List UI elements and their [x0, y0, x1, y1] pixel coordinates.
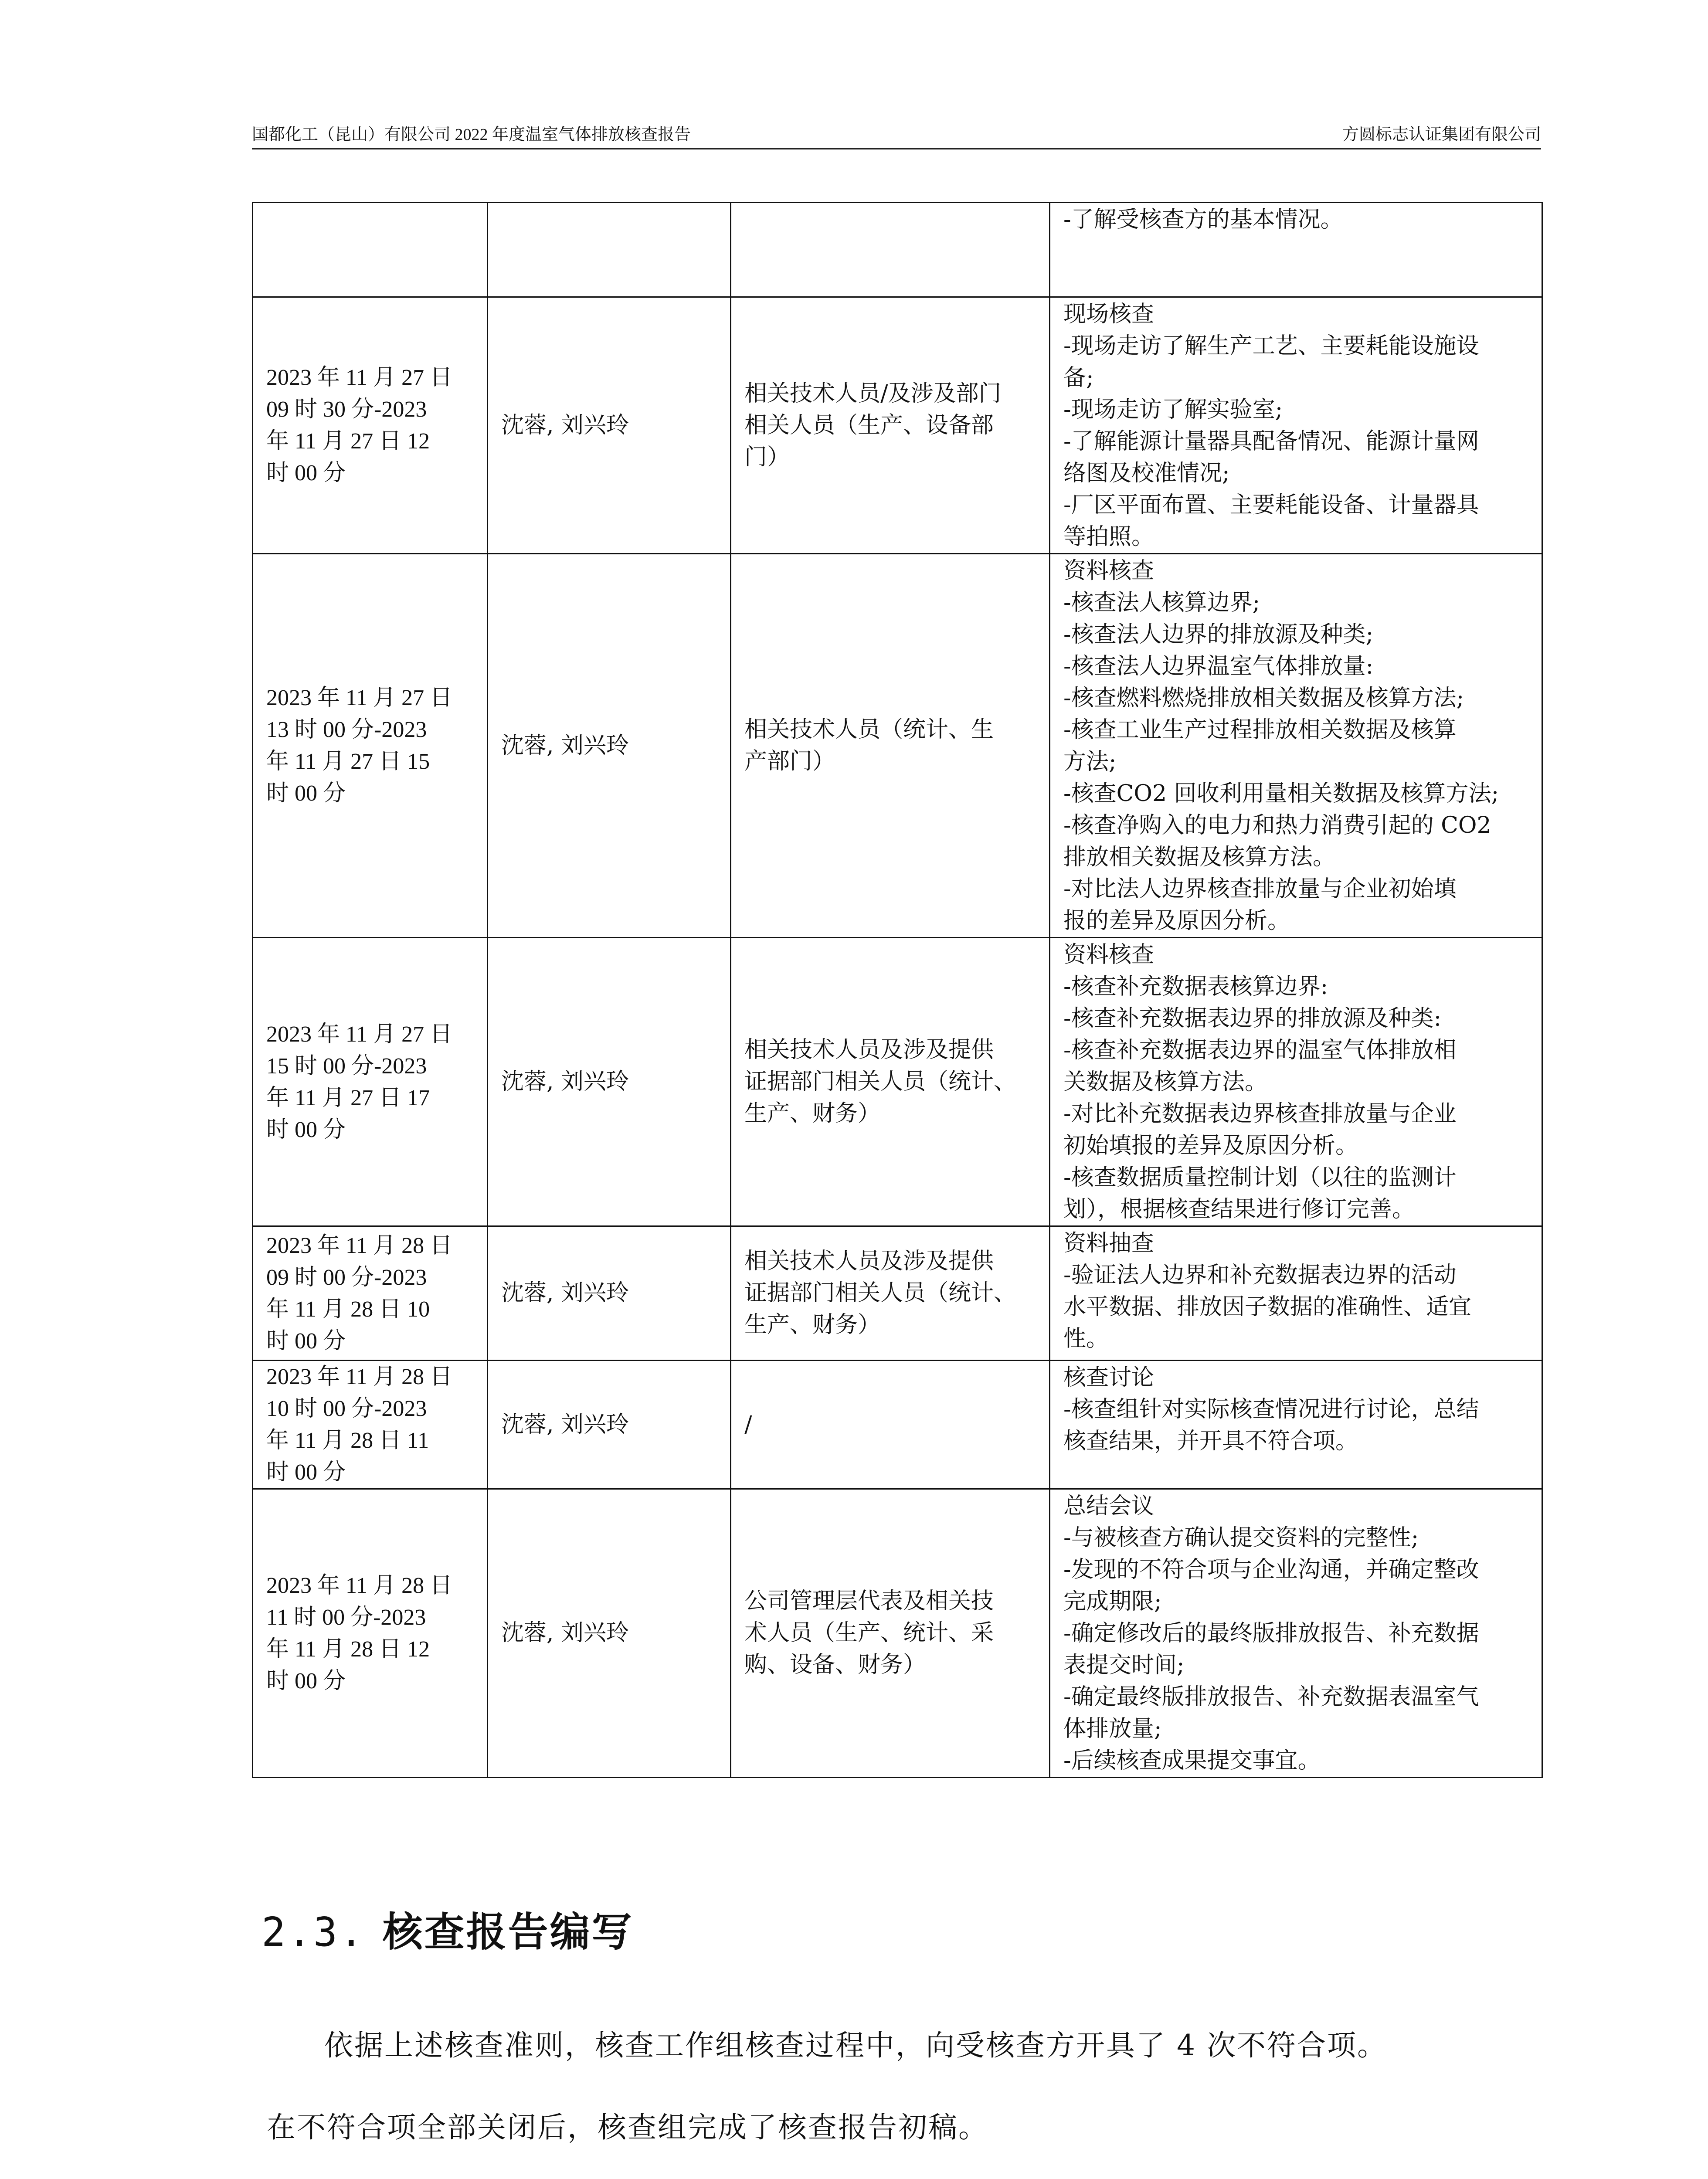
activity-line: -核查净购入的电力和热力消费引起的 CO2 [1063, 812, 1491, 838]
activity-line: -确定修改后的最终版排放报告、补充数据 [1063, 1620, 1479, 1646]
page-header [252, 123, 1541, 149]
time-line: 11 时 00 分-2023 [266, 1605, 426, 1630]
participants-cell [731, 938, 1050, 1226]
activity-cell [1050, 1489, 1542, 1778]
participants-cell [731, 297, 1050, 554]
activity-line: -核查法人核算边界; [1063, 590, 1260, 616]
time-line: 时 00 分 [266, 461, 346, 485]
time-cell [253, 1226, 488, 1361]
table-row [253, 203, 1542, 297]
time-line: 2023 年 11 月 28 日 [266, 1573, 453, 1598]
activity-cell [1050, 203, 1542, 297]
activity-line: 资料核查 [1063, 558, 1155, 584]
time-line: 时 00 分 [266, 1328, 346, 1354]
participants-line: 相关人员（生产、设备部 [744, 412, 994, 438]
activity-line: 关数据及核算方法。 [1063, 1069, 1268, 1095]
activity-line: -对比法人边界核查排放量与企业初始填 [1063, 876, 1457, 902]
table-row [253, 1489, 1542, 1778]
activity-line: -验证法人边界和补充数据表边界的活动 [1063, 1262, 1457, 1288]
time-line: 2023 年 11 月 28 日 [266, 1233, 453, 1258]
table-row [253, 1226, 1542, 1361]
participants-cell [731, 1226, 1050, 1361]
staff-names: 沈蓉, 刘兴玲 [501, 1069, 629, 1095]
time-line: 时 00 分 [266, 1460, 346, 1485]
header-report-title: 国都化工（昆山）有限公司 2022 年度温室气体排放核查报告 [252, 126, 691, 144]
time-line: 09 时 30 分-2023 [266, 397, 427, 422]
activity-line: 络图及校准情况; [1063, 460, 1230, 486]
activity-line: 水平数据、排放因子数据的准确性、适宜 [1063, 1294, 1472, 1320]
staff-names: 沈蓉, 刘兴玲 [501, 1280, 629, 1306]
section-title-text: 核查报告编写 [382, 1909, 634, 1955]
activity-line: -核查补充数据表核算边界: [1063, 974, 1328, 1000]
participants-line: 相关技术人员/及涉及部门 [744, 380, 1002, 407]
activity-line: -了解受核查方的基本情况。 [1063, 207, 1343, 233]
time-line: 2023 年 11 月 27 日 [266, 365, 453, 390]
activity-line: 性。 [1063, 1326, 1109, 1352]
participants-line: 证据部门相关人员（统计、 [744, 1069, 1017, 1095]
participants-line: 相关技术人员及涉及提供 [744, 1037, 994, 1063]
activity-cell [1050, 297, 1542, 554]
activity-line: 初始填报的差异及原因分析。 [1063, 1133, 1358, 1159]
header-company-name: 方圆标志认证集团有限公司 [1342, 126, 1541, 144]
participants-line: / [744, 1411, 752, 1438]
activity-line: -对比补充数据表边界核查排放量与企业 [1063, 1101, 1457, 1127]
participants-line: 证据部门相关人员（统计、 [744, 1280, 1017, 1306]
staff-cell [488, 1361, 731, 1489]
activity-line: 报的差异及原因分析。 [1063, 908, 1290, 934]
activity-line: 备; [1063, 365, 1094, 391]
activity-line: -发现的不符合项与企业沟通，并确定整改 [1063, 1557, 1479, 1583]
activity-line: -核查补充数据表边界的排放源及种类: [1063, 1005, 1442, 1032]
staff-cell [488, 1226, 731, 1361]
time-line: 年 11 月 28 日 10 [266, 1297, 430, 1322]
staff-cell [488, 1489, 731, 1778]
activity-line: -核查工业生产过程排放相关数据及核算 [1063, 717, 1457, 743]
staff-cell [488, 554, 731, 938]
activity-cell [1050, 1226, 1542, 1361]
activity-line: -核查法人边界温室气体排放量: [1063, 653, 1374, 679]
time-line: 年 11 月 28 日 12 [266, 1636, 430, 1662]
participants-line: 产部门） [744, 748, 835, 774]
table-row [253, 1361, 1542, 1489]
time-line: 09 时 00 分-2023 [266, 1265, 427, 1290]
time-line: 时 00 分 [266, 1117, 346, 1142]
activity-line: -核查组针对实际核查情况进行讨论，总结 [1063, 1396, 1479, 1422]
staff-names: 沈蓉, 刘兴玲 [501, 1620, 629, 1646]
participants-line: 生产、财务） [744, 1312, 881, 1338]
section-number: 2.3. [261, 1909, 365, 1955]
activity-line: -核查燃料燃烧排放相关数据及核算方法; [1063, 685, 1464, 711]
time-cell [253, 1489, 488, 1778]
table-row [253, 297, 1542, 554]
activity-line: 表提交时间; [1063, 1652, 1185, 1678]
activity-cell [1050, 554, 1542, 938]
time-line: 2023 年 11 月 28 日 [266, 1364, 453, 1389]
activity-line: 完成期限; [1063, 1588, 1162, 1615]
body-paragraph-1: 依据上述核查准则，核查工作组核查过程中，向受核查方开具了 4 次不符合项。 [324, 2029, 1387, 2062]
activity-line: 排放相关数据及核算方法。 [1063, 844, 1336, 870]
activity-line: 核查讨论 [1063, 1364, 1155, 1391]
section-heading [261, 1900, 634, 1958]
activity-line: -核查法人边界的排放源及种类; [1063, 621, 1374, 648]
time-line: 时 00 分 [266, 781, 346, 806]
activity-line: -与被核查方确认提交资料的完整性; [1063, 1525, 1419, 1551]
participants-line: 门） [744, 444, 790, 470]
time-line: 年 11 月 27 日 15 [266, 749, 430, 774]
activity-line: -核查补充数据表边界的温室气体排放相 [1063, 1037, 1457, 1063]
activity-cell [1050, 1361, 1542, 1489]
time-line: 年 11 月 27 日 17 [266, 1085, 430, 1110]
staff-names: 沈蓉, 刘兴玲 [501, 412, 629, 438]
participants-line: 公司管理层代表及相关技 [744, 1588, 994, 1614]
staff-names: 沈蓉, 刘兴玲 [501, 1411, 629, 1438]
activity-line: 核查结果，并开具不符合项。 [1063, 1428, 1358, 1454]
activity-line: 等拍照。 [1063, 524, 1155, 550]
participants-cell [731, 203, 1050, 297]
time-cell [253, 203, 488, 297]
table-row [253, 938, 1542, 1226]
activity-line: -现场走访了解实验室; [1063, 397, 1283, 423]
staff-cell [488, 203, 731, 297]
participants-line: 相关技术人员（统计、生 [744, 716, 994, 743]
time-line: 10 时 00 分-2023 [266, 1396, 427, 1421]
time-line: 15 时 00 分-2023 [266, 1053, 427, 1079]
activity-line: -核查CO2 回收利用量相关数据及核算方法; [1063, 781, 1499, 807]
time-line: 年 11 月 27 日 12 [266, 429, 430, 454]
participants-cell [731, 554, 1050, 938]
activity-line: -确定最终版排放报告、补充数据表温室气 [1063, 1684, 1479, 1710]
participants-line: 术人员（生产、统计、采 [744, 1620, 994, 1646]
activity-line: 资料核查 [1063, 942, 1155, 968]
time-line: 时 00 分 [266, 1668, 346, 1694]
time-line: 2023 年 11 月 27 日 [266, 1022, 453, 1047]
activity-line: 划），根据核查结果进行修订完善。 [1063, 1196, 1415, 1222]
activity-line: 资料抽查 [1063, 1230, 1155, 1256]
time-line: 年 11 月 28 日 11 [266, 1428, 429, 1453]
verification-schedule-table [252, 202, 1543, 1778]
time-line: 13 时 00 分-2023 [266, 717, 427, 742]
activity-line: 体排放量; [1063, 1716, 1162, 1742]
activity-cell [1050, 938, 1542, 1226]
activity-line: 现场核查 [1063, 301, 1155, 327]
participants-line: 相关技术人员及涉及提供 [744, 1248, 994, 1274]
time-line: 2023 年 11 月 27 日 [266, 686, 453, 710]
participants-line: 购、设备、财务） [744, 1652, 926, 1678]
activity-line: 方法; [1063, 749, 1117, 775]
activity-line: -了解能源计量器具配备情况、能源计量网 [1063, 428, 1479, 455]
time-cell [253, 554, 488, 938]
participants-line: 生产、财务） [744, 1100, 881, 1127]
staff-cell [488, 297, 731, 554]
activity-line: -核查数据质量控制计划（以往的监测计 [1063, 1164, 1457, 1191]
time-cell [253, 297, 488, 554]
table-row [253, 554, 1542, 938]
participants-cell [731, 1361, 1050, 1489]
time-cell [253, 938, 488, 1226]
staff-cell [488, 938, 731, 1226]
participants-cell [731, 1489, 1050, 1778]
activity-line: -现场走访了解生产工艺、主要耗能设施设 [1063, 333, 1479, 359]
activity-line: -厂区平面布置、主要耗能设备、计量器具 [1063, 492, 1479, 518]
staff-names: 沈蓉, 刘兴玲 [501, 732, 629, 759]
activity-line: 总结会议 [1063, 1493, 1155, 1519]
activity-line: -后续核查成果提交事宜。 [1063, 1748, 1321, 1774]
time-cell [253, 1361, 488, 1489]
body-paragraph-2: 在不符合项全部关闭后，核查组完成了核查报告初稿。 [267, 2111, 988, 2144]
